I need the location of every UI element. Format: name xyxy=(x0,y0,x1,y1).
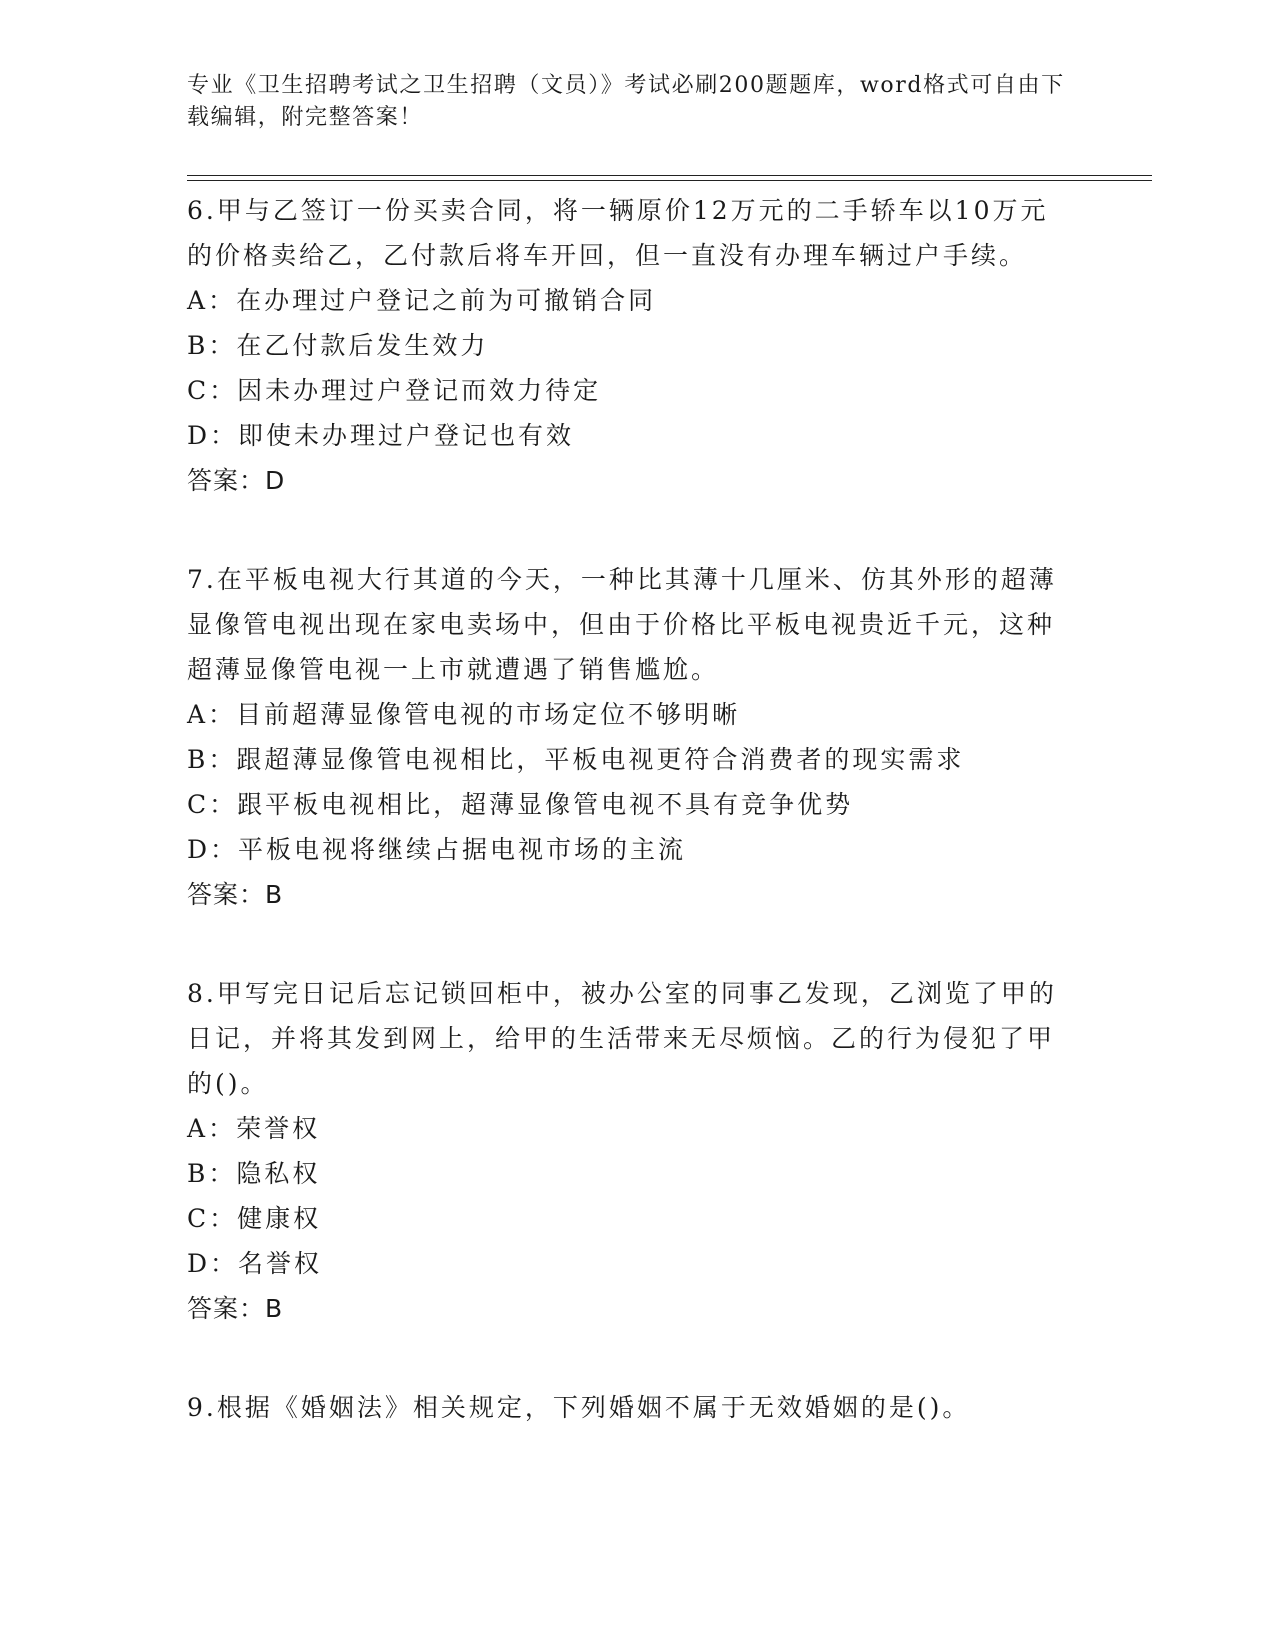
option-letter: B： xyxy=(187,1159,237,1188)
option-letter: C： xyxy=(187,376,238,405)
option-text: 在乙付款后发生效力 xyxy=(236,331,489,360)
answer-label: 答案：B xyxy=(187,1294,284,1323)
option-letter: D： xyxy=(187,421,239,450)
option-d xyxy=(187,413,1067,458)
question-spacer xyxy=(187,917,1067,971)
answer-label: 答案：B xyxy=(187,880,284,909)
option-c xyxy=(187,368,1067,413)
option-b xyxy=(187,1151,1067,1196)
option-text: 名誉权 xyxy=(238,1249,323,1278)
option-text: 目前超薄显像管电视的市场定位不够明晰 xyxy=(236,700,741,729)
answer-label: 答案：D xyxy=(187,466,286,495)
question-stem: 6.甲与乙签订一份买卖合同，将一辆原价12万元的二手轿车以10万元的价格卖给乙，乙付款后将车开回，但一直没有办理车辆过户手续。 xyxy=(187,196,1049,270)
question-stem: 8.甲写完日记后忘记锁回柜中，被办公室的同事乙发现，乙浏览了甲的日记，并将其发到网上，给甲的生活带来无尽烦恼。乙的行为侵犯了甲的()。 xyxy=(187,979,1057,1098)
option-text: 平板电视将继续占据电视市场的主流 xyxy=(238,835,687,864)
option-a xyxy=(187,1106,1067,1151)
option-text: 跟平板电视相比，超薄显像管电视不具有竞争优势 xyxy=(237,790,854,819)
question-stem: 7.在平板电视大行其道的今天，一种比其薄十几厘米、仿其外形的超薄显像管电视出现在家电卖场中，但由于价格比平板电视贵近千元，这种超薄显像管电视一上市就遭遇了销售尴尬。 xyxy=(187,565,1057,684)
question-8 xyxy=(187,971,1067,1331)
option-c xyxy=(187,1196,1067,1241)
option-d xyxy=(187,827,1067,872)
question-list xyxy=(187,188,1067,1430)
option-a xyxy=(187,278,1067,323)
option-text: 跟超薄显像管电视相比，平板电视更符合消费者的现实需求 xyxy=(236,745,965,774)
option-letter: D： xyxy=(187,1249,239,1278)
option-letter: B： xyxy=(187,331,237,360)
option-text: 即使未办理过户登记也有效 xyxy=(238,421,575,450)
option-letter: B： xyxy=(187,745,237,774)
option-letter: C： xyxy=(187,1204,238,1233)
option-text: 在办理过户登记之前为可撤销合同 xyxy=(236,286,657,315)
option-letter: D： xyxy=(187,835,239,864)
option-text: 因未办理过户登记而效力待定 xyxy=(237,376,602,405)
option-letter: A： xyxy=(187,286,237,315)
option-d xyxy=(187,1241,1067,1286)
option-c xyxy=(187,782,1067,827)
question-spacer xyxy=(187,503,1067,557)
option-text: 隐私权 xyxy=(236,1159,321,1188)
option-b xyxy=(187,737,1067,782)
question-stem: 9.根据《婚姻法》相关规定，下列婚姻不属于无效婚姻的是()。 xyxy=(187,1393,971,1422)
document-header: 专业《卫生招聘考试之卫生招聘（文员）》考试必刷200题题库，word格式可自由下载编辑，附完整答案！ xyxy=(187,73,1065,130)
question-7 xyxy=(187,557,1067,917)
option-b xyxy=(187,323,1067,368)
question-6 xyxy=(187,188,1067,503)
question-spacer xyxy=(187,1331,1067,1385)
option-a xyxy=(187,692,1067,737)
header-divider-top xyxy=(187,175,1152,176)
option-letter: A： xyxy=(187,700,237,729)
option-text: 健康权 xyxy=(237,1204,322,1233)
header-divider-bottom xyxy=(187,180,1152,181)
option-text: 荣誉权 xyxy=(236,1114,321,1143)
option-letter: A： xyxy=(187,1114,237,1143)
question-9 xyxy=(187,1385,1067,1430)
option-letter: C： xyxy=(187,790,238,819)
